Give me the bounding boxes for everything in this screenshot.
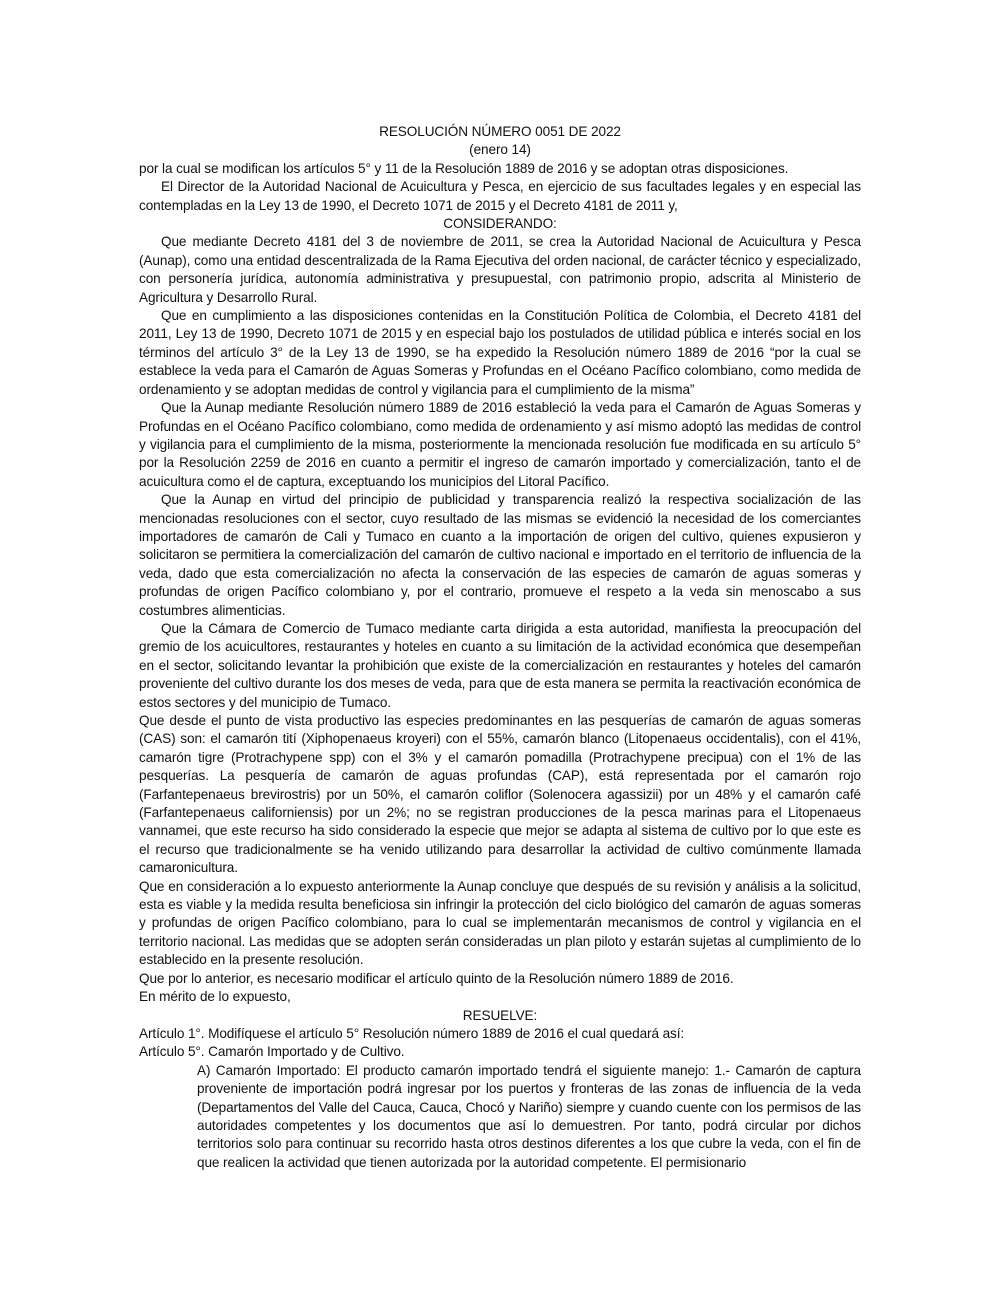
resuelve-heading: RESUELVE: [462, 1007, 538, 1023]
considerando-paragraph: Que en cumplimiento a las disposiciones contenidas en la Constitución Política de Colombia, el Decreto 4181 del 2011, Ley 13 de 1990, Decreto 1071 de 2015 y en especial bajo los postulados de utilidad pública e interés social en los términos del artículo 3° de la Ley 13 de 1990, se ha expedido la Resolución número 1889 de 2016 “por la cual se establece la veda para el Camarón de Aguas Someras y Profundas en el Océano Pacífico colombiano, como medida de ordenamiento y se adoptan medidas de control y vigilancia para el cumplimiento de la misma” [139, 308, 861, 397]
resolution-subject: por la cual se modifican los artículos 5° y 11 de la Resolución 1889 de 2016 y se adoptan otras disposiciones. [139, 160, 789, 176]
resolution-title: RESOLUCIÓN NÚMERO 0051 DE 2022 [379, 124, 621, 139]
considerando-paragraph: Que la Aunap mediante Resolución número 1889 de 2016 estableció la veda para el Camarón de Aguas Someras y Profundas en el Océano Pacífico colombiano, como medida de ordenamiento y así mismo adoptó las medidas de control y vigilancia para el cumplimiento de la misma, posteriormente la mencionada resolución fue modificada en su artículo 5° por la Resolución 2259 de 2016 en cuanto a permitir el ingreso de camarón importado y comercialización, tanto el de acuicultura como el de captura, exceptuando los municipios del Litoral Pacífico. [139, 400, 861, 489]
literal-a-paragraph: A) Camarón Importado: El producto camarón importado tendrá el siguiente manejo: 1.- Camarón de captura proveniente de importación podrá ingresar por los puertos y fronteras de las zonas de influencia de la veda (Departamentos del Valle del Cauca, Cauca, Chocó y Nariño) siempre y cuando cuente con los permisos de las autoridades competentes y los documentos que así lo demuestren. Por tanto, podrá circular por dichos territorios solo para continuar su recorrido hasta otros destinos diferentes a los que cubre la veda, con el fin de que realicen la actividad que tienen autorizada por la autoridad competente. El permisionario [197, 1062, 861, 1170]
considerando-paragraph: Que por lo anterior, es necesario modificar el artículo quinto de la Resolución número 1889 de 2016. [139, 970, 734, 986]
considerando-paragraph: Que la Aunap en virtud del principio de publicidad y transparencia realizó la respectiva socialización de las mencionadas resoluciones con el sector, cuyo resultado de las mismas se evidenció la necesidad de los comerciantes importadores de camarón de Cali y Tumaco en cuanto a la importación de origen del cultivo, quienes expusieron y solicitaron se permitiera la comercialización del camarón de cultivo nacional e importado en el territorio de influencia de la veda, dado que esta comercialización no afecta la conservación de las especies de camarón de aguas someras y profundas de origen Pacífico colombiano y, por el contrario, promueve el respeto a la veda sin menoscabo a sus costumbres alimenticias. [139, 492, 861, 618]
intro-paragraph: El Director de la Autoridad Nacional de Acuicultura y Pesca, en ejercicio de sus facultades legales y en especial las contempladas en la Ley 13 de 1990, el Decreto 1071 de 2015 y el Decreto 4181 de 2011 y, [139, 179, 861, 213]
considerando-paragraph: Que en consideración a lo expuesto anteriormente la Aunap concluye que después de su revisión y análisis a la solicitud, esta es viable y la medida resulta beneficiosa sin infringir la protección del ciclo biológico del camarón de aguas someras y profundas de origen Pacífico colombiano, para lo cual se implementarán mecanismos de control y vigilancia en el territorio nacional. Las medidas que se adopten serán consideradas un plan piloto y estarán sujetas al cumplimiento de lo establecido en la presente resolución. [139, 878, 861, 968]
considerando-heading: CONSIDERANDO: [443, 216, 557, 232]
resolution-date: (enero 14) [469, 142, 531, 158]
considerando-paragraph: Que mediante Decreto 4181 del 3 de noviembre de 2011, se crea la Autoridad Nacional de Acuicultura y Pesca (Aunap), como una entidad descentralizada de la Rama Ejecutiva del orden nacional, de carácter técnico y especializado, con personería jurídica, autonomía administrativa y presupuestal, con patrimonio propio, adscrita al Ministerio de Agricultura y Desarrollo Rural. [139, 234, 861, 305]
considerando-paragraph: Que la Cámara de Comercio de Tumaco mediante carta dirigida a esta autoridad, manifiesta la preocupación del gremio de los acuicultores, restaurantes y hoteles en cuanto a su limitación de la actividad económica que desempeñan en el sector, solicitando levantar la prohibición que existe de la comercialización en restaurantes y hoteles del camarón proveniente del cultivo durante los dos meses de veda, para que de esta manera se permita la reactivación económica de estos sectores y del municipio de Tumaco. [139, 620, 861, 710]
document-page [139, 123, 861, 1172]
articulo-5-heading: Artículo 5°. Camarón Importado y de Cultivo. [139, 1044, 405, 1060]
considerando-paragraph: Que desde el punto de vista productivo las especies predominantes en las pesquerías de camarón de aguas someras (CAS) son: el camarón tití (Xiphopenaeus kroyeri) con el 55%, camarón blanco (Litopenaeus occidentalis), con el 41%, camarón tigre (Protrachypene spp) con el 3% y el camarón pomadilla (Protrachypene precipua) con el 1% de las pesquerías. La pesquería de camarón de aguas profundas (CAP), está representada por el camarón rojo (Farfantepenaeus brevirostris) por un 50%, el camarón coliflor (Solenocera agassizii) por un 48% y el camarón café (Farfantepenaeus californiensis) por un 2%; no se registran producciones de la pesca marinas para el Litopenaeus vannamei, que este recurso ha sido considerado la especie que mejor se adapta al sistema de cultivo por lo que este es el recurso que tradicionalmente se ha venido utilizando para desarrollar la actividad de cultivo comúnmente llamada camaronicultura. [139, 713, 861, 876]
considerando-paragraph: En mérito de lo expuesto, [139, 989, 291, 1005]
articulo-1: Artículo 1°. Modifíquese el artículo 5° Resolución número 1889 de 2016 el cual quedará así: [139, 1025, 685, 1041]
